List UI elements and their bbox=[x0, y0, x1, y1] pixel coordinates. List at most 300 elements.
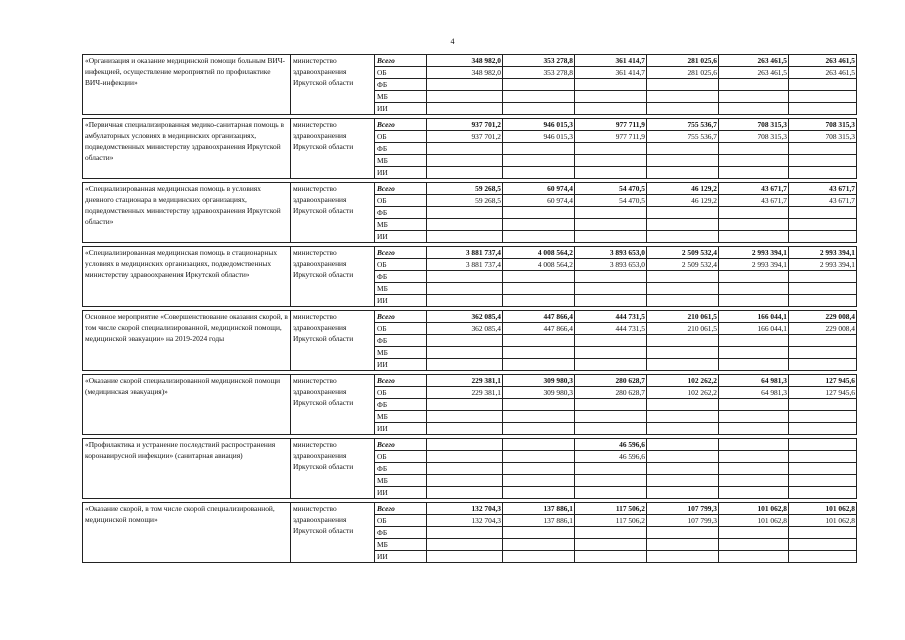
amount-cell bbox=[719, 463, 789, 475]
amount-cell: 107 799,3 bbox=[647, 503, 719, 515]
amount-cell bbox=[427, 487, 503, 499]
amount-cell bbox=[647, 335, 719, 347]
amount-cell bbox=[647, 295, 719, 307]
amount-cell bbox=[647, 411, 719, 423]
amount-cell bbox=[503, 103, 575, 115]
amount-cell: 263 461,5 bbox=[719, 67, 789, 79]
amount-cell bbox=[427, 551, 503, 563]
amount-cell bbox=[503, 399, 575, 411]
amount-cell bbox=[575, 347, 647, 359]
amount-cell: 229 008,4 bbox=[789, 311, 857, 323]
amount-cell bbox=[719, 155, 789, 167]
amount-cell bbox=[427, 527, 503, 539]
amount-cell bbox=[575, 295, 647, 307]
funding-source-cell: ФБ bbox=[375, 335, 427, 347]
executor-cell: министерство здравоохранения Иркутской области bbox=[291, 247, 375, 307]
funding-source-cell: ИИ bbox=[375, 551, 427, 563]
amount-cell: 54 470,5 bbox=[575, 195, 647, 207]
amount-cell: 107 799,3 bbox=[647, 515, 719, 527]
executor-cell: министерство здравоохранения Иркутской области bbox=[291, 55, 375, 115]
amount-cell: 210 061,5 bbox=[647, 323, 719, 335]
amount-cell bbox=[575, 359, 647, 371]
funding-source-cell: ИИ bbox=[375, 295, 427, 307]
amount-cell bbox=[503, 551, 575, 563]
page-number: 4 bbox=[450, 37, 455, 46]
amount-cell bbox=[503, 143, 575, 155]
amount-cell: 166 044,1 bbox=[719, 323, 789, 335]
amount-cell: 54 470,5 bbox=[575, 183, 647, 195]
amount-cell: 708 315,3 bbox=[789, 119, 857, 131]
amount-cell bbox=[647, 155, 719, 167]
amount-cell: 46 596,6 bbox=[575, 451, 647, 463]
amount-cell: 263 461,5 bbox=[789, 67, 857, 79]
amount-cell bbox=[427, 143, 503, 155]
amount-cell: 101 062,8 bbox=[789, 503, 857, 515]
funding-source-cell: ФБ bbox=[375, 271, 427, 283]
amount-cell bbox=[427, 207, 503, 219]
funding-source-cell: Всего bbox=[375, 55, 427, 67]
amount-cell bbox=[427, 91, 503, 103]
funding-source-cell: ФБ bbox=[375, 143, 427, 155]
funding-source-cell: ИИ bbox=[375, 359, 427, 371]
amount-cell bbox=[719, 143, 789, 155]
funding-source-cell: ФБ bbox=[375, 527, 427, 539]
budget-table bbox=[82, 54, 857, 563]
amount-cell: 447 866,4 bbox=[503, 323, 575, 335]
table-row bbox=[83, 503, 857, 515]
measure-name-cell: «Оказание скорой специализированной медицинской помощи (медицинская эвакуация)» bbox=[83, 375, 291, 435]
amount-cell bbox=[503, 79, 575, 91]
amount-cell bbox=[427, 359, 503, 371]
amount-cell bbox=[575, 399, 647, 411]
funding-source-cell: ОБ bbox=[375, 387, 427, 399]
amount-cell bbox=[719, 359, 789, 371]
table-row bbox=[83, 55, 857, 67]
amount-cell bbox=[575, 219, 647, 231]
amount-cell bbox=[647, 103, 719, 115]
amount-cell: 309 980,3 bbox=[503, 387, 575, 399]
amount-cell bbox=[647, 359, 719, 371]
amount-cell: 977 711,9 bbox=[575, 119, 647, 131]
amount-cell: 137 886,1 bbox=[503, 515, 575, 527]
funding-source-cell: Всего bbox=[375, 439, 427, 451]
amount-cell bbox=[427, 167, 503, 179]
amount-cell bbox=[575, 103, 647, 115]
amount-cell bbox=[647, 283, 719, 295]
executor-cell: министерство здравоохранения Иркутской области bbox=[291, 183, 375, 243]
amount-cell bbox=[719, 451, 789, 463]
amount-cell bbox=[647, 167, 719, 179]
amount-cell bbox=[575, 475, 647, 487]
amount-cell bbox=[789, 551, 857, 563]
amount-cell: 132 704,3 bbox=[427, 515, 503, 527]
amount-cell: 708 315,3 bbox=[719, 119, 789, 131]
amount-cell: 937 701,2 bbox=[427, 119, 503, 131]
amount-cell bbox=[789, 79, 857, 91]
amount-cell bbox=[427, 271, 503, 283]
amount-cell bbox=[427, 423, 503, 435]
amount-cell bbox=[503, 207, 575, 219]
amount-cell bbox=[427, 463, 503, 475]
amount-cell bbox=[575, 167, 647, 179]
funding-source-cell: ОБ bbox=[375, 195, 427, 207]
amount-cell bbox=[789, 411, 857, 423]
amount-cell bbox=[647, 91, 719, 103]
amount-cell bbox=[503, 423, 575, 435]
amount-cell bbox=[575, 539, 647, 551]
amount-cell bbox=[789, 423, 857, 435]
amount-cell bbox=[427, 475, 503, 487]
funding-source-cell: Всего bbox=[375, 503, 427, 515]
amount-cell bbox=[647, 231, 719, 243]
amount-cell bbox=[503, 539, 575, 551]
amount-cell bbox=[427, 231, 503, 243]
amount-cell: 59 268,5 bbox=[427, 195, 503, 207]
amount-cell bbox=[789, 539, 857, 551]
amount-cell: 60 974,4 bbox=[503, 195, 575, 207]
amount-cell bbox=[427, 103, 503, 115]
funding-source-cell: МБ bbox=[375, 155, 427, 167]
measure-name-cell: Основное мероприятие «Совершенствование оказания скорой, в том числе скорой специализированной, медицинской помощи, медицинской эвакуации» на 2019-2024 годы bbox=[83, 311, 291, 371]
amount-cell bbox=[427, 79, 503, 91]
amount-cell: 4 008 564,2 bbox=[503, 247, 575, 259]
amount-cell: 229 008,4 bbox=[789, 323, 857, 335]
funding-source-cell: ФБ bbox=[375, 79, 427, 91]
measure-name-cell: «Специализированная медицинская помощь в стационарных условиях в медицинских организациях, подведомственных министерству здравоохранения Иркутской области» bbox=[83, 247, 291, 307]
amount-cell bbox=[647, 347, 719, 359]
amount-cell: 2 993 394,1 bbox=[719, 247, 789, 259]
amount-cell bbox=[789, 283, 857, 295]
amount-cell: 46 129,2 bbox=[647, 195, 719, 207]
amount-cell: 280 628,7 bbox=[575, 387, 647, 399]
funding-source-cell: ОБ bbox=[375, 259, 427, 271]
amount-cell bbox=[575, 155, 647, 167]
amount-cell bbox=[719, 295, 789, 307]
amount-cell: 43 671,7 bbox=[789, 183, 857, 195]
amount-cell bbox=[647, 551, 719, 563]
amount-cell: 946 015,3 bbox=[503, 119, 575, 131]
funding-source-cell: ОБ bbox=[375, 323, 427, 335]
funding-source-cell: Всего bbox=[375, 375, 427, 387]
amount-cell: 127 945,6 bbox=[789, 375, 857, 387]
amount-cell bbox=[789, 91, 857, 103]
amount-cell bbox=[427, 155, 503, 167]
amount-cell bbox=[719, 231, 789, 243]
table-row bbox=[83, 119, 857, 131]
amount-cell: 43 671,7 bbox=[719, 183, 789, 195]
amount-cell bbox=[427, 219, 503, 231]
amount-cell bbox=[789, 231, 857, 243]
amount-cell bbox=[503, 451, 575, 463]
amount-cell: 353 278,8 bbox=[503, 55, 575, 67]
amount-cell bbox=[789, 359, 857, 371]
funding-source-cell: ОБ bbox=[375, 451, 427, 463]
amount-cell bbox=[575, 411, 647, 423]
amount-cell: 3 893 653,0 bbox=[575, 259, 647, 271]
amount-cell bbox=[503, 475, 575, 487]
amount-cell: 946 015,3 bbox=[503, 131, 575, 143]
amount-cell bbox=[789, 271, 857, 283]
amount-cell: 64 981,3 bbox=[719, 375, 789, 387]
amount-cell bbox=[789, 399, 857, 411]
amount-cell: 755 536,7 bbox=[647, 119, 719, 131]
amount-cell bbox=[719, 423, 789, 435]
funding-source-cell: ИИ bbox=[375, 167, 427, 179]
amount-cell bbox=[789, 167, 857, 179]
funding-source-cell: ИИ bbox=[375, 487, 427, 499]
amount-cell bbox=[427, 347, 503, 359]
amount-cell: 60 974,4 bbox=[503, 183, 575, 195]
amount-cell: 353 278,8 bbox=[503, 67, 575, 79]
amount-cell: 43 671,7 bbox=[719, 195, 789, 207]
amount-cell bbox=[719, 527, 789, 539]
funding-source-cell: ФБ bbox=[375, 207, 427, 219]
amount-cell bbox=[427, 539, 503, 551]
funding-source-cell: ОБ bbox=[375, 515, 427, 527]
amount-cell bbox=[575, 231, 647, 243]
amount-cell: 937 701,2 bbox=[427, 131, 503, 143]
amount-cell: 43 671,7 bbox=[789, 195, 857, 207]
executor-cell: министерство здравоохранения Иркутской области bbox=[291, 439, 375, 499]
measure-name-cell: «Профилактика и устранение последствий распространения коронавирусной инфекции» (санитарная авиация) bbox=[83, 439, 291, 499]
funding-source-cell: МБ bbox=[375, 539, 427, 551]
amount-cell bbox=[575, 487, 647, 499]
amount-cell bbox=[503, 91, 575, 103]
amount-cell bbox=[503, 411, 575, 423]
amount-cell: 362 085,4 bbox=[427, 323, 503, 335]
amount-cell bbox=[503, 167, 575, 179]
amount-cell: 281 025,6 bbox=[647, 55, 719, 67]
measure-name-cell: «Организация и оказание медицинской помощи больным ВИЧ-инфекцией, осуществление мероприятий по профилактике ВИЧ-инфекции» bbox=[83, 55, 291, 115]
amount-cell bbox=[647, 463, 719, 475]
amount-cell: 309 980,3 bbox=[503, 375, 575, 387]
amount-cell: 2 509 532,4 bbox=[647, 259, 719, 271]
funding-source-cell: МБ bbox=[375, 219, 427, 231]
amount-cell bbox=[719, 347, 789, 359]
amount-cell bbox=[647, 219, 719, 231]
executor-cell: министерство здравоохранения Иркутской области bbox=[291, 311, 375, 371]
amount-cell bbox=[719, 539, 789, 551]
amount-cell bbox=[719, 79, 789, 91]
amount-cell: 444 731,5 bbox=[575, 323, 647, 335]
amount-cell: 101 062,8 bbox=[719, 503, 789, 515]
amount-cell bbox=[503, 347, 575, 359]
amount-cell: 348 982,0 bbox=[427, 67, 503, 79]
amount-cell: 708 315,3 bbox=[789, 131, 857, 143]
amount-cell: 117 506,2 bbox=[575, 503, 647, 515]
amount-cell: 127 945,6 bbox=[789, 387, 857, 399]
amount-cell bbox=[647, 423, 719, 435]
amount-cell: 210 061,5 bbox=[647, 311, 719, 323]
funding-source-cell: ОБ bbox=[375, 131, 427, 143]
amount-cell bbox=[427, 439, 503, 451]
amount-cell bbox=[503, 487, 575, 499]
amount-cell: 263 461,5 bbox=[789, 55, 857, 67]
amount-cell bbox=[647, 399, 719, 411]
amount-cell bbox=[789, 487, 857, 499]
amount-cell bbox=[719, 551, 789, 563]
amount-cell bbox=[789, 451, 857, 463]
table-row bbox=[83, 311, 857, 323]
amount-cell bbox=[503, 527, 575, 539]
amount-cell bbox=[647, 143, 719, 155]
amount-cell bbox=[575, 463, 647, 475]
amount-cell: 101 062,8 bbox=[719, 515, 789, 527]
amount-cell bbox=[575, 79, 647, 91]
amount-cell bbox=[647, 439, 719, 451]
amount-cell bbox=[719, 487, 789, 499]
amount-cell bbox=[503, 335, 575, 347]
amount-cell bbox=[427, 295, 503, 307]
amount-cell bbox=[427, 283, 503, 295]
amount-cell bbox=[575, 335, 647, 347]
amount-cell bbox=[719, 439, 789, 451]
measure-name-cell: «Специализированная медицинская помощь в условиях дневного стационара в медицинских организациях, подведомственных министерству здравоохранения Иркутской области» bbox=[83, 183, 291, 243]
amount-cell: 348 982,0 bbox=[427, 55, 503, 67]
amount-cell bbox=[789, 335, 857, 347]
amount-cell bbox=[647, 527, 719, 539]
amount-cell: 166 044,1 bbox=[719, 311, 789, 323]
amount-cell bbox=[503, 439, 575, 451]
measure-name-cell: «Первичная специализированная медико-санитарная помощь в амбулаторных условиях в медицинских организациях, подведомственных министерству здравоохранения Иркутской области» bbox=[83, 119, 291, 179]
table-row bbox=[83, 439, 857, 451]
amount-cell bbox=[719, 335, 789, 347]
amount-cell: 117 506,2 bbox=[575, 515, 647, 527]
funding-source-cell: МБ bbox=[375, 411, 427, 423]
amount-cell bbox=[427, 411, 503, 423]
amount-cell: 2 993 394,1 bbox=[789, 259, 857, 271]
amount-cell bbox=[719, 207, 789, 219]
amount-cell bbox=[789, 219, 857, 231]
funding-source-cell: МБ bbox=[375, 283, 427, 295]
amount-cell: 3 893 653,0 bbox=[575, 247, 647, 259]
amount-cell: 444 731,5 bbox=[575, 311, 647, 323]
executor-cell: министерство здравоохранения Иркутской области bbox=[291, 503, 375, 563]
table-row bbox=[83, 247, 857, 259]
funding-source-cell: ОБ bbox=[375, 67, 427, 79]
amount-cell bbox=[789, 439, 857, 451]
amount-cell bbox=[647, 487, 719, 499]
amount-cell bbox=[719, 219, 789, 231]
amount-cell: 755 536,7 bbox=[647, 131, 719, 143]
amount-cell bbox=[575, 91, 647, 103]
table-row bbox=[83, 375, 857, 387]
amount-cell bbox=[647, 271, 719, 283]
amount-cell bbox=[427, 335, 503, 347]
amount-cell bbox=[503, 231, 575, 243]
funding-source-cell: МБ bbox=[375, 475, 427, 487]
amount-cell bbox=[789, 463, 857, 475]
amount-cell bbox=[575, 283, 647, 295]
amount-cell bbox=[647, 207, 719, 219]
amount-cell bbox=[789, 143, 857, 155]
amount-cell: 59 268,5 bbox=[427, 183, 503, 195]
amount-cell bbox=[719, 271, 789, 283]
amount-cell bbox=[575, 207, 647, 219]
amount-cell bbox=[789, 475, 857, 487]
amount-cell bbox=[719, 103, 789, 115]
amount-cell: 64 981,3 bbox=[719, 387, 789, 399]
amount-cell: 46 129,2 bbox=[647, 183, 719, 195]
amount-cell: 447 866,4 bbox=[503, 311, 575, 323]
funding-source-cell: ФБ bbox=[375, 399, 427, 411]
amount-cell: 263 461,5 bbox=[719, 55, 789, 67]
amount-cell bbox=[575, 271, 647, 283]
amount-cell: 280 628,7 bbox=[575, 375, 647, 387]
amount-cell: 2 509 532,4 bbox=[647, 247, 719, 259]
funding-source-cell: Всего bbox=[375, 247, 427, 259]
amount-cell: 2 993 394,1 bbox=[789, 247, 857, 259]
amount-cell bbox=[719, 167, 789, 179]
amount-cell bbox=[789, 527, 857, 539]
amount-cell bbox=[719, 283, 789, 295]
amount-cell: 102 262,2 bbox=[647, 387, 719, 399]
amount-cell: 3 881 737,4 bbox=[427, 259, 503, 271]
amount-cell: 46 596,6 bbox=[575, 439, 647, 451]
amount-cell bbox=[789, 155, 857, 167]
amount-cell: 361 414,7 bbox=[575, 67, 647, 79]
amount-cell bbox=[503, 155, 575, 167]
funding-source-cell: МБ bbox=[375, 347, 427, 359]
amount-cell bbox=[647, 79, 719, 91]
amount-cell bbox=[575, 423, 647, 435]
amount-cell bbox=[575, 551, 647, 563]
amount-cell bbox=[789, 207, 857, 219]
amount-cell bbox=[575, 143, 647, 155]
amount-cell: 229 381,1 bbox=[427, 375, 503, 387]
amount-cell: 281 025,6 bbox=[647, 67, 719, 79]
amount-cell bbox=[647, 451, 719, 463]
funding-source-cell: ИИ bbox=[375, 423, 427, 435]
measure-name-cell: «Оказание скорой, в том числе скорой специализированной, медицинской помощи» bbox=[83, 503, 291, 563]
executor-cell: министерство здравоохранения Иркутской области bbox=[291, 375, 375, 435]
amount-cell bbox=[503, 295, 575, 307]
amount-cell bbox=[503, 463, 575, 475]
funding-source-cell: ИИ bbox=[375, 103, 427, 115]
amount-cell: 4 008 564,2 bbox=[503, 259, 575, 271]
amount-cell: 132 704,3 bbox=[427, 503, 503, 515]
amount-cell bbox=[503, 219, 575, 231]
amount-cell bbox=[427, 451, 503, 463]
amount-cell: 3 881 737,4 bbox=[427, 247, 503, 259]
amount-cell bbox=[789, 103, 857, 115]
amount-cell bbox=[503, 283, 575, 295]
funding-source-cell: Всего bbox=[375, 183, 427, 195]
funding-source-cell: Всего bbox=[375, 311, 427, 323]
amount-cell bbox=[719, 475, 789, 487]
amount-cell: 137 886,1 bbox=[503, 503, 575, 515]
amount-cell: 977 711,9 bbox=[575, 131, 647, 143]
amount-cell bbox=[575, 527, 647, 539]
amount-cell: 101 062,8 bbox=[789, 515, 857, 527]
funding-source-cell: МБ bbox=[375, 91, 427, 103]
amount-cell: 361 414,7 bbox=[575, 55, 647, 67]
amount-cell bbox=[789, 295, 857, 307]
table-row bbox=[83, 183, 857, 195]
amount-cell: 102 262,2 bbox=[647, 375, 719, 387]
amount-cell: 229 381,1 bbox=[427, 387, 503, 399]
amount-cell bbox=[427, 399, 503, 411]
funding-source-cell: ФБ bbox=[375, 463, 427, 475]
amount-cell: 2 993 394,1 bbox=[719, 259, 789, 271]
amount-cell bbox=[503, 359, 575, 371]
amount-cell bbox=[719, 399, 789, 411]
amount-cell bbox=[789, 347, 857, 359]
amount-cell: 708 315,3 bbox=[719, 131, 789, 143]
amount-cell bbox=[503, 271, 575, 283]
amount-cell: 362 085,4 bbox=[427, 311, 503, 323]
funding-source-cell: ИИ bbox=[375, 231, 427, 243]
